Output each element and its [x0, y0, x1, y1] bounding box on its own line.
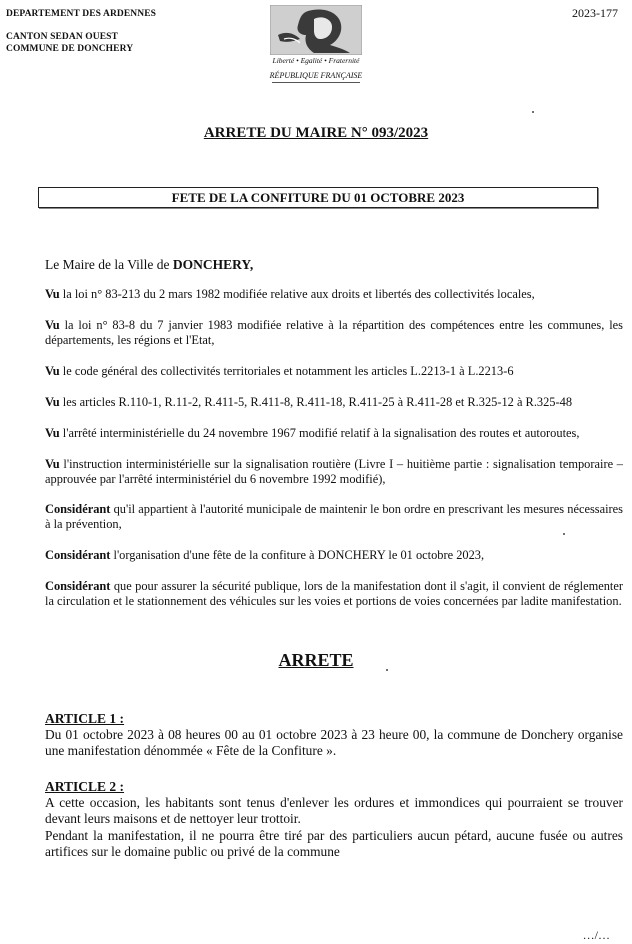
decision-heading: ARRETE — [278, 650, 354, 670]
item-lead: Vu — [45, 457, 60, 471]
item-text: l'arrêté interministérielle du 24 novembre 1967 modifié relatif à la signalisation des routes et autoroutes, — [59, 426, 580, 440]
item-lead: Considérant — [45, 548, 111, 562]
item-lead: Considérant — [45, 579, 111, 593]
subject-text: FETE DE LA CONFITURE DU 01 OCTOBRE 2023 — [171, 190, 465, 205]
marianne-logo-icon — [270, 5, 362, 55]
intro-prefix: Le Maire de la Ville de — [45, 257, 173, 272]
reference-number: 2023-177 — [572, 6, 618, 20]
item-lead: Vu — [45, 287, 60, 301]
article-1-text: Du 01 octobre 2023 à 08 heures 00 au 01 octobre 2023 à 23 heure 00, la commune de Donchery organise une manifestation dénommée « Fête de la Confiture ». — [45, 727, 623, 758]
decree-title: ARRETE DU MAIRE N° 093/2023 — [203, 125, 429, 141]
header-left — [6, 8, 156, 55]
intro-town: DONCHERY, — [172, 257, 254, 272]
scan-speck — [563, 533, 565, 535]
continuation-mark: …/… — [582, 928, 610, 942]
republic-name: RÉPUBLIQUE FRANÇAISE — [269, 71, 363, 80]
preamble-item — [45, 364, 623, 379]
preamble-item — [45, 287, 623, 302]
republic-logo — [254, 5, 378, 83]
item-lead: Considérant — [45, 502, 111, 516]
item-text: la loi n° 83-8 du 7 janvier 1983 modifiée relative à la répartition des compétences entre les communes, les départements, les régions et l'Etat, — [45, 318, 623, 347]
item-text: que pour assurer la sécurité publique, lors de la manifestation dont il s'agit, il convient de réglementer la circulation et le stationnement des véhicules sur les voies et portions de voies concernées par ladite manifestation. — [45, 579, 623, 608]
item-lead: Vu — [45, 318, 60, 332]
item-lead: Vu — [45, 364, 60, 378]
item-text: les articles R.110-1, R.11-2, R.411-5, R.411-8, R.411-18, R.411-25 à R.411-28 et R.325-12 à R.325-48 — [59, 395, 573, 409]
item-text: qu'il appartient à l'autorité municipale de maintenir le bon ordre en prescrivant les mesures nécessaires à la prévention, — [45, 502, 623, 531]
preamble-item — [45, 426, 623, 441]
item-lead: Vu — [45, 395, 60, 409]
article-2-text-2: Pendant la manifestation, il ne pourra être tiré par des particuliers aucun pétard, aucune fusée ou autres artifices sur le domaine public ou privé de la commune — [45, 828, 623, 859]
preamble-item — [45, 548, 623, 563]
item-text: l'organisation d'une fête de la confiture à DONCHERY le 01 octobre 2023, — [110, 548, 485, 562]
item-text: l'instruction interministérielle sur la signalisation routière (Livre I – huitième partie : signalisation temporaire – approuvée par l'arrêté interministériel du 6 novembre 1992 modifié), — [45, 457, 623, 486]
item-lead: Vu — [45, 426, 60, 440]
subject-box — [38, 187, 598, 208]
commune-label: COMMUNE DE DONCHERY — [6, 44, 134, 54]
item-text: le code général des collectivités territoriales et notamment les articles L.2213-1 à L.2213-6 — [59, 364, 514, 378]
canton-label: CANTON SEDAN OUEST — [6, 32, 118, 42]
article-2-heading: ARTICLE 2 : — [45, 779, 125, 794]
department-label: DEPARTEMENT DES ARDENNES — [6, 9, 157, 19]
republic-motto: Liberté • Egalité • Fraternité — [272, 56, 360, 65]
item-text: la loi n° 83-213 du 2 mars 1982 modifiée relative aux droits et libertés des collectivités locales, — [59, 287, 535, 301]
preamble-item — [45, 457, 623, 487]
republic-underline — [272, 82, 360, 83]
article-1-heading: ARTICLE 1 : — [45, 711, 125, 726]
preamble-item — [45, 318, 623, 348]
preamble-item — [45, 579, 623, 609]
preamble-item — [45, 395, 623, 410]
scan-speck — [532, 111, 534, 113]
preamble-item — [45, 502, 623, 532]
article-2-text-1: A cette occasion, les habitants sont tenus d'enlever les ordures et immondices qui pourraient se trouver devant leurs maisons et de nettoyer leur trottoir. — [45, 795, 623, 826]
intro-line — [45, 257, 623, 272]
